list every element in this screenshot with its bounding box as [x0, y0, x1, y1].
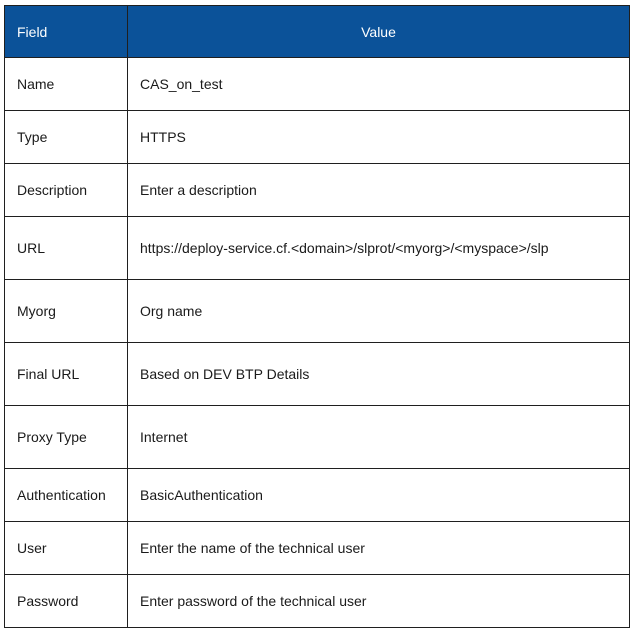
value-url-cell: https://deploy-service.cf.<domain>/slprot/<myorg>/<myspace>/slp — [128, 217, 630, 280]
value-user-cell: Enter the name of the technical user — [128, 522, 630, 575]
column-header-value: Value — [128, 6, 630, 58]
field-url-cell: URL — [5, 217, 128, 280]
value-myorg-cell: Org name — [128, 280, 630, 343]
value-proxy-type-cell: Internet — [128, 406, 630, 469]
field-user-cell: User — [5, 522, 128, 575]
table-row — [5, 522, 630, 575]
field-authentication-cell: Authentication — [5, 469, 128, 522]
table-row — [5, 164, 630, 217]
value-authentication-cell: BasicAuthentication — [128, 469, 630, 522]
table-row — [5, 469, 630, 522]
table-header — [5, 6, 630, 58]
table-row — [5, 575, 630, 628]
header-row — [5, 6, 630, 58]
field-type-cell: Type — [5, 111, 128, 164]
table-row — [5, 111, 630, 164]
value-final-url-cell: Based on DEV BTP Details — [128, 343, 630, 406]
field-password-cell: Password — [5, 575, 128, 628]
table-row — [5, 343, 630, 406]
field-myorg-cell: Myorg — [5, 280, 128, 343]
table-row — [5, 217, 630, 280]
field-proxy-type-cell: Proxy Type — [5, 406, 128, 469]
field-final-url-cell: Final URL — [5, 343, 128, 406]
table-row — [5, 406, 630, 469]
column-header-field: Field — [5, 6, 128, 58]
value-type-cell: HTTPS — [128, 111, 630, 164]
table-row — [5, 280, 630, 343]
field-name-cell: Name — [5, 58, 128, 111]
value-description-cell: Enter a description — [128, 164, 630, 217]
field-description-cell: Description — [5, 164, 128, 217]
value-name-cell: CAS_on_test — [128, 58, 630, 111]
config-table — [4, 5, 630, 628]
value-password-cell: Enter password of the technical user — [128, 575, 630, 628]
table-row — [5, 58, 630, 111]
table-body — [5, 58, 630, 628]
